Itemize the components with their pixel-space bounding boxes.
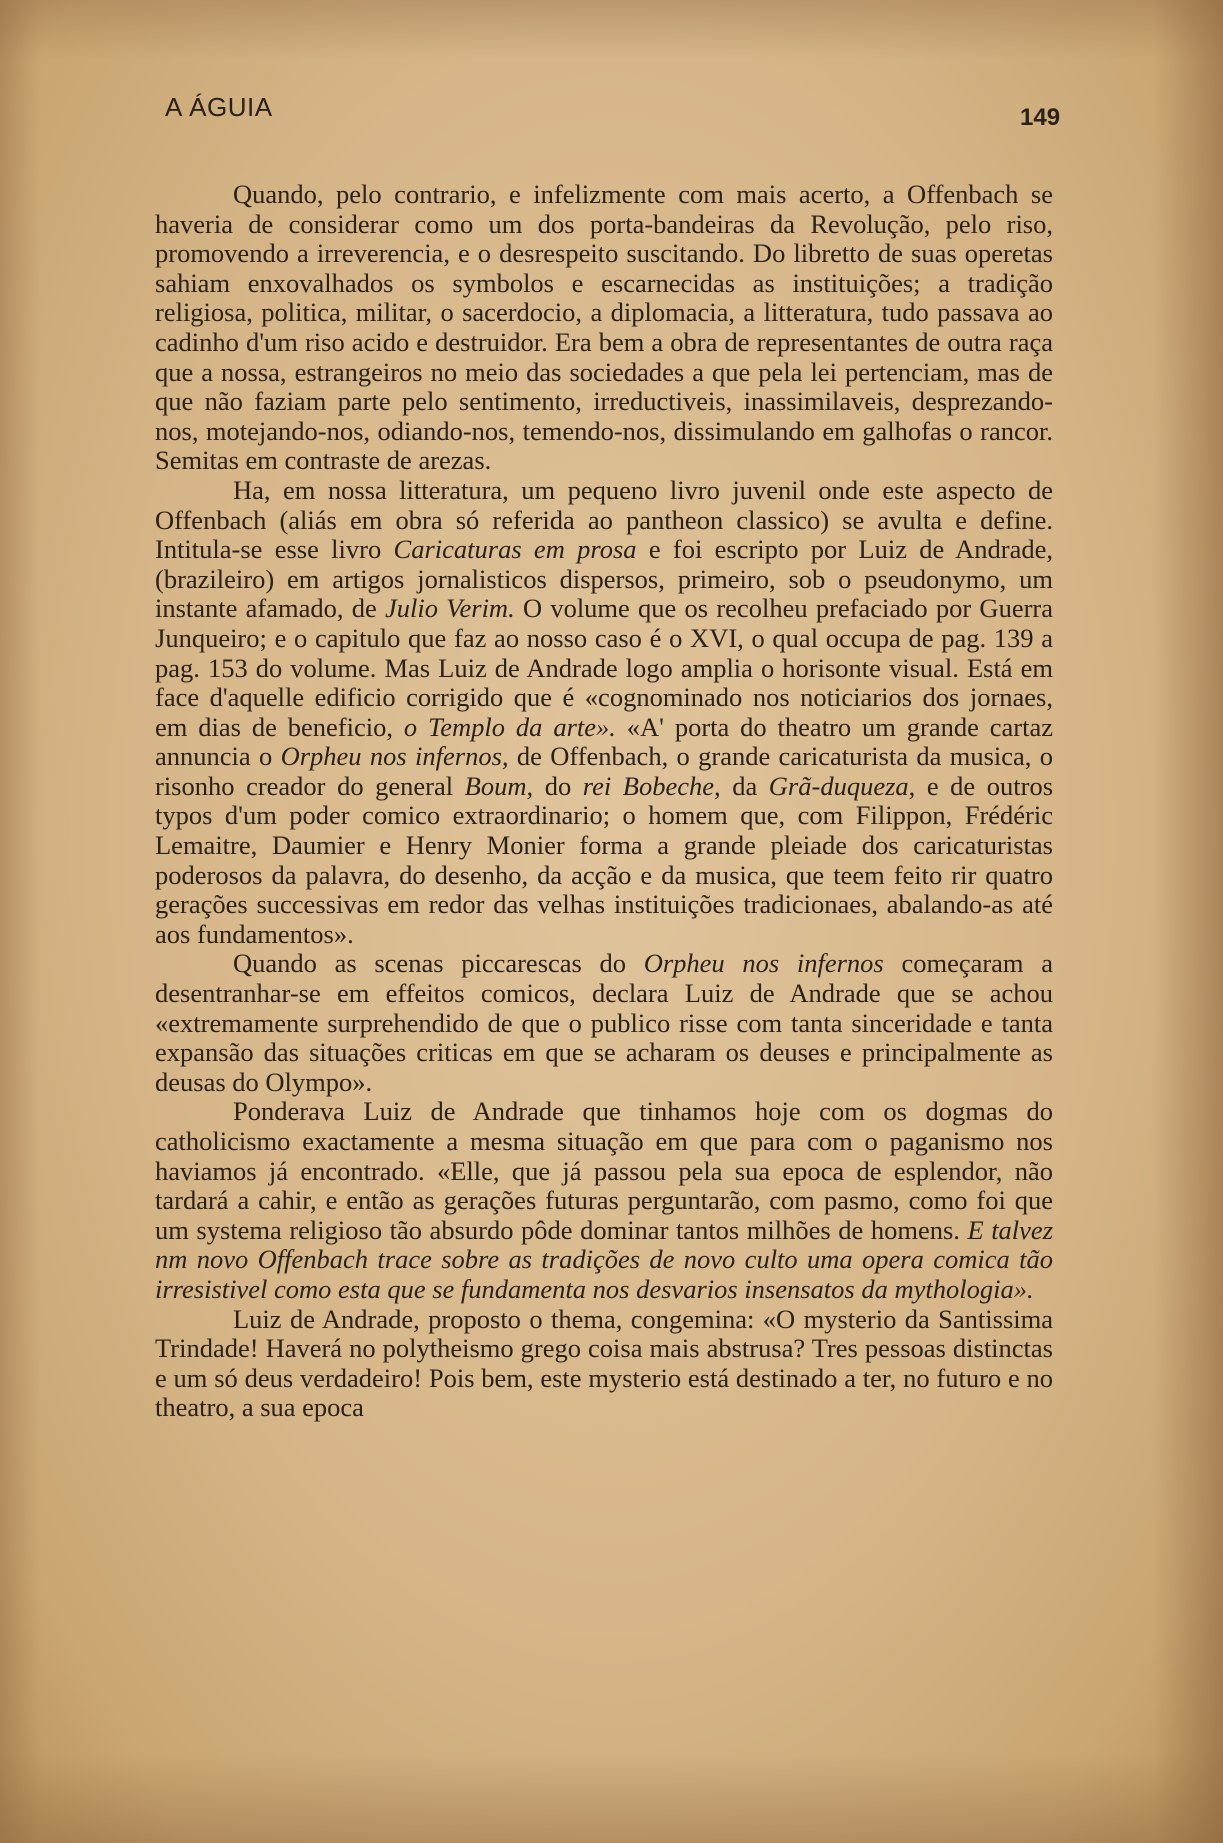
italic-text-run: Orpheu nos infernos (643, 948, 884, 979)
italic-text-run: Caricaturas em prosa (393, 534, 637, 565)
paragraph-3 (155, 949, 1053, 1097)
text-run: de Offenbach, o grande caricaturista da musica, o risonho creador do general (155, 741, 1053, 801)
italic-text-run: rei Bobeche, (582, 770, 721, 801)
paragraph-5 (155, 1305, 1053, 1423)
page-number: 149 (1020, 104, 1061, 131)
text-run: Ha, em nossa litteratura, um pequeno livro juvenil onde este aspecto de Offenbach (aliás em obra só referida ao pantheon classico) se avulta e define. Intitula-se esse livro (155, 474, 1053, 565)
text-run: da (720, 770, 769, 801)
text-run: Quando, pelo contrario, e infelizmente com mais acerto, a Offenbach se haveria de considerar como um dos porta-bandeiras da Revolução, pelo riso, promovendo a irreverencia, e o desrespeito suscitando. Do libretto de suas operetas sahiam enxovalhados os symbolos e escarnecidas as instituições; a tradição religiosa, politica, militar, o sacerdocio, a diplomacia, a litteratura, tudo passava ao cadinho d'um riso acido e destruidor. Era bem a obra de representantes de outra raça que a nossa, estrangeiros no meio das sociedades a que pela lei pertenciam, mas de que não faziam parte pelo sentimento, irreductiveis, inassimilaveis, desprezando-nos, motejando-nos, odiando-nos, temendo-nos, dissimulando em galhofas o rancor. Semitas em contraste de arezas. (155, 179, 1053, 476)
text-run: «A' porta do theatro um grande cartaz annuncia o (155, 711, 1053, 772)
paper-edge-shadow-top (0, 0, 1223, 60)
paragraph-4 (155, 1097, 1053, 1304)
text-run: começaram a desentranhar-se em effeitos comicos, declara Luiz de Andrade que se achou «extremamente surprehendido de que o publico risse com tanta sinceridade e tanta expansão das situações criticas em que se acharam os deuses e principalmente as deusas do Olympo». (155, 948, 1054, 1097)
italic-text-run: E talvez nm novo Offenbach trace sobre as tradições de novo culto uma opera comica tão irresistivel como esta que se fundamenta nos desvarios insensatos da mythologia». (155, 1214, 1054, 1304)
text-run: Ponderava Luiz de Andrade que tinhamos hoje com os dogmas do catholicismo exactamente a mesma situação em que para com o paganismo nos haviamos já encontrado. «Elle, que já passou pela sua epoca de esplendor, não tardará a cahir, e então as gerações futuras perguntarão, com pasmo, como foi que um systema religioso tão absurdo pôde dominar tantos milhões de homens. (155, 1096, 1053, 1245)
body-text (155, 180, 1053, 1423)
paper-edge-shadow-left (0, 0, 40, 1843)
text-run: Luiz de Andrade, proposto o thema, congemina: «O mysterio da Santissima Trindade! Haverá no polytheismo grego coisa mais abstrusa? Tres pessoas distinctas e um só deus verdadeiro! Pois bem, este mysterio está destinado a ter, no futuro e no theatro, a sua epoca (155, 1303, 1053, 1423)
italic-text-run: Boum, (464, 770, 534, 801)
text-run: e foi escripto por Luiz de Andrade, (brazileiro) em artigos jornalisticos dispersos, primeiro, sob o pseudonymo, um instante afamado, de (155, 534, 1053, 624)
paragraph-1 (155, 180, 1053, 476)
paper-edge-shadow-bottom (0, 1753, 1223, 1843)
paper-edge-shadow-right (1153, 0, 1223, 1843)
running-head: A ÁGUIA (165, 92, 273, 122)
italic-text-run: Orpheu nos infernos, (280, 741, 509, 772)
paragraph-2 (155, 476, 1053, 950)
text-run: O volume que os recolheu prefaciado por Guerra Junqueiro; e o capitulo que faz ao nosso caso é o XVI, o qual occupa de pag. 139 a pag. 153 do volume. Mas Luiz de Andrade logo amplia o horisonte visual. Está em face d'aquelle edificio corrigido que é «cognominado nos noticiarios dos jornaes, em dias de beneficio, (155, 593, 1053, 742)
text-run: Quando as scenas piccarescas do (233, 948, 644, 979)
italic-text-run: o Templo da arte». (403, 711, 616, 742)
italic-text-run: Grã-duqueza, (768, 770, 916, 801)
text-run: do (533, 770, 583, 801)
text-run: e de outros typos d'um poder comico extraordinario; o homem que, com Filippon, Frédéric Lemaitre, Daumier e Henry Monier forma a grande pleiade dos caricaturistas poderosos da palavra, do desenho, da acção e da musica, que teem feito rir quatro gerações successivas em redor das velhas instituições tradicionaes, abalando-as até aos fundamentos». (155, 770, 1054, 949)
italic-text-run: Julio Verim. (385, 593, 515, 624)
